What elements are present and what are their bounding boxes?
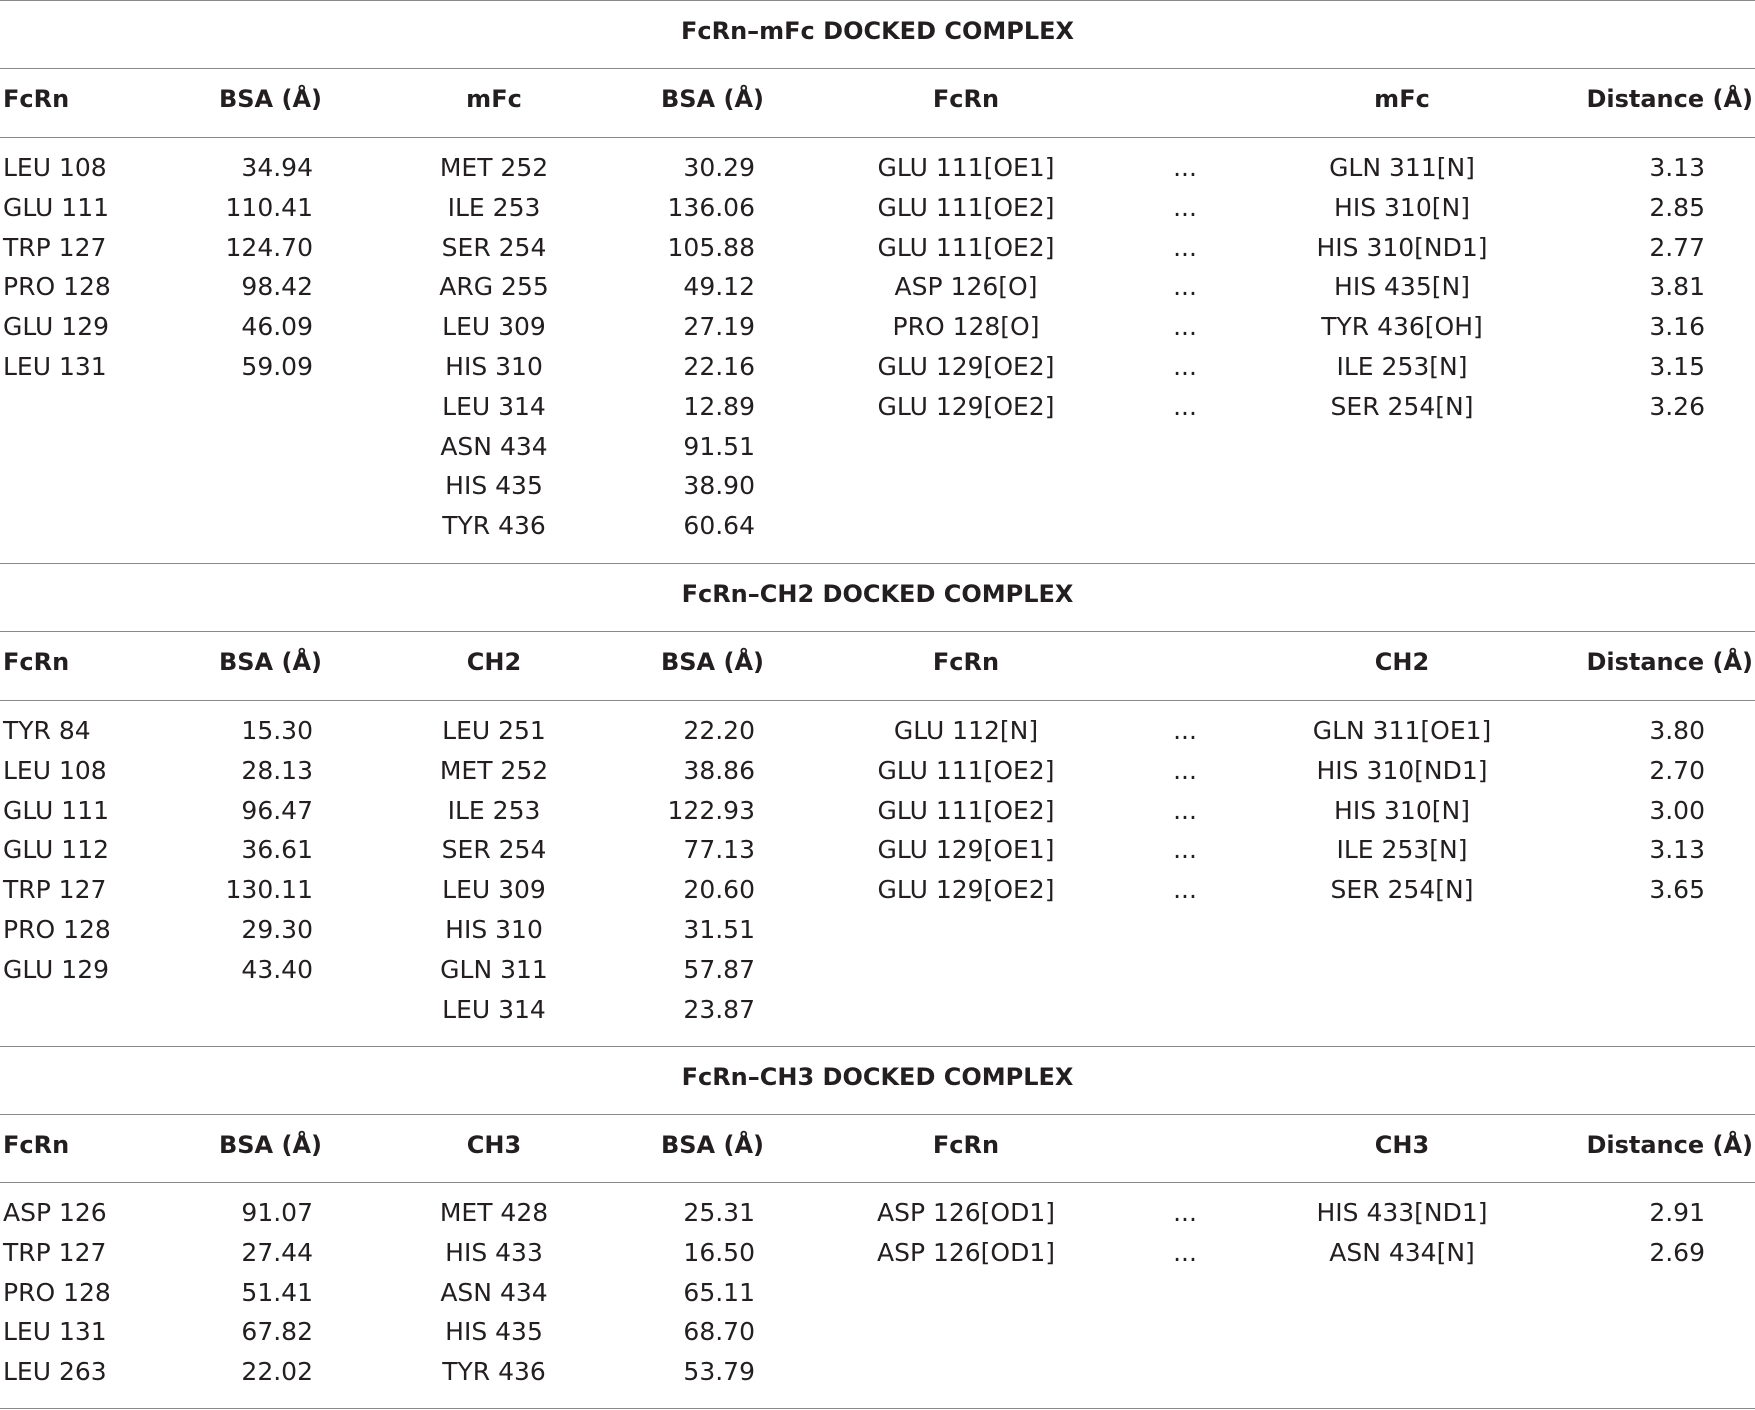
partner-bsa-cell: 16.50	[683, 1237, 755, 1267]
partner-residue-cell: ARG 255	[439, 272, 549, 302]
fcrn-bsa-cell: 51.41	[241, 1277, 313, 1307]
contact-ellipsis-cell: ...	[1173, 312, 1197, 342]
partner-bsa-cell: 65.11	[683, 1277, 755, 1307]
partner-residue-cell: HIS 433	[445, 1237, 543, 1267]
contact-partner-atom-cell: GLN 311[N]	[1329, 153, 1475, 182]
contact-distance-cell: 3.81	[1649, 272, 1705, 302]
column-header: BSA (Å)	[218, 85, 322, 113]
partner-bsa-cell: 30.29	[683, 153, 755, 182]
fcrn-residue-cell: LEU 263	[3, 1357, 107, 1387]
contact-ellipsis-cell: ...	[1173, 232, 1197, 262]
column-header: Distance (Å)	[1586, 648, 1753, 676]
column-header: FcRn	[3, 1131, 70, 1159]
fcrn-bsa-cell: 98.42	[241, 272, 313, 302]
fcrn-residue-cell: GLU 129	[3, 954, 110, 984]
fcrn-residue-cell: LEU 131	[3, 1317, 107, 1347]
contact-fcrn-atom-cell: GLU 129[OE2]	[877, 875, 1055, 905]
partner-bsa-cell: 20.60	[683, 875, 755, 905]
fcrn-bsa-cell: 130.11	[225, 875, 313, 905]
partner-bsa-cell: 31.51	[683, 915, 755, 944]
partner-residue-cell: TYR 436	[442, 511, 546, 541]
contact-ellipsis-cell: ...	[1173, 716, 1197, 745]
contact-partner-atom-cell: ILE 253[N]	[1336, 352, 1468, 381]
partner-bsa-cell: 22.20	[683, 716, 755, 745]
section-divider	[0, 0, 1755, 1]
fcrn-residue-cell: LEU 131	[3, 352, 107, 381]
fcrn-residue-cell: PRO 128	[3, 915, 111, 944]
partner-bsa-cell: 77.13	[683, 835, 755, 865]
partner-bsa-cell: 57.87	[683, 954, 755, 984]
fcrn-residue-cell: PRO 128	[3, 1277, 111, 1307]
partner-bsa-cell: 23.87	[683, 994, 755, 1024]
partner-residue-cell: LEU 309	[442, 312, 546, 342]
contact-partner-atom-cell: TYR 436[OH]	[1321, 312, 1483, 342]
section-title: FcRn–CH2 DOCKED COMPLEX	[681, 580, 1074, 608]
partner-bsa-cell: 105.88	[667, 232, 755, 262]
section-divider	[0, 1046, 1755, 1047]
contact-partner-atom-cell: HIS 433[ND1]	[1316, 1198, 1488, 1227]
column-header: CH2	[1374, 648, 1430, 676]
partner-bsa-cell: 38.86	[683, 755, 755, 785]
column-header: BSA (Å)	[660, 85, 764, 113]
fcrn-bsa-cell: 124.70	[225, 232, 313, 262]
fcrn-bsa-cell: 27.44	[241, 1237, 313, 1267]
fcrn-residue-cell: TRP 127	[3, 232, 107, 262]
column-header: BSA (Å)	[218, 648, 322, 676]
partner-bsa-cell: 53.79	[683, 1357, 755, 1387]
contact-fcrn-atom-cell: GLU 111[OE2]	[877, 795, 1055, 825]
contact-distance-cell: 2.77	[1649, 232, 1705, 262]
body-rule	[0, 1182, 1755, 1183]
contact-fcrn-atom-cell: GLU 129[OE1]	[877, 835, 1055, 865]
contact-fcrn-atom-cell: GLU 129[OE2]	[877, 391, 1055, 421]
contact-distance-cell: 3.65	[1649, 875, 1705, 905]
fcrn-bsa-cell: 110.41	[225, 192, 313, 222]
contact-ellipsis-cell: ...	[1173, 153, 1197, 182]
fcrn-bsa-cell: 36.61	[241, 835, 313, 865]
table-bottom-rule	[0, 1408, 1755, 1409]
contact-distance-cell: 3.80	[1649, 716, 1705, 745]
contact-fcrn-atom-cell: ASP 126[O]	[894, 272, 1038, 302]
column-header: FcRn	[932, 1131, 1000, 1159]
contact-ellipsis-cell: ...	[1173, 192, 1197, 222]
column-header: mFc	[1374, 85, 1430, 113]
fcrn-bsa-cell: 67.82	[241, 1317, 313, 1347]
fcrn-residue-cell: LEU 108	[3, 153, 107, 182]
contact-distance-cell: 2.69	[1649, 1237, 1705, 1267]
header-rule	[0, 1114, 1755, 1115]
contact-partner-atom-cell: ASN 434[N]	[1329, 1237, 1475, 1267]
column-header: FcRn	[3, 648, 70, 676]
partner-residue-cell: SER 254	[441, 232, 547, 262]
contact-distance-cell: 3.00	[1649, 795, 1705, 825]
partner-residue-cell: MET 252	[439, 755, 549, 785]
contact-distance-cell: 3.26	[1649, 391, 1705, 421]
contact-ellipsis-cell: ...	[1173, 755, 1197, 785]
contact-fcrn-atom-cell: GLU 112[N]	[893, 716, 1039, 745]
column-header: FcRn	[3, 85, 70, 113]
contact-fcrn-atom-cell: ASP 126[OD1]	[876, 1198, 1056, 1227]
column-header: CH3	[1374, 1131, 1430, 1159]
partner-bsa-cell: 60.64	[683, 511, 755, 541]
partner-residue-cell: HIS 310	[445, 915, 543, 944]
fcrn-bsa-cell: 43.40	[241, 954, 313, 984]
partner-residue-cell: SER 254	[441, 835, 547, 865]
partner-bsa-cell: 91.51	[683, 431, 755, 461]
contact-fcrn-atom-cell: GLU 111[OE2]	[877, 192, 1055, 222]
fcrn-residue-cell: TYR 84	[3, 716, 91, 745]
partner-bsa-cell: 12.89	[683, 391, 755, 421]
fcrn-residue-cell: TRP 127	[3, 875, 107, 905]
contact-ellipsis-cell: ...	[1173, 272, 1197, 302]
fcrn-bsa-cell: 22.02	[241, 1357, 313, 1387]
partner-bsa-cell: 49.12	[683, 272, 755, 302]
partner-residue-cell: GLN 311	[440, 954, 548, 984]
partner-residue-cell: ILE 253	[447, 192, 541, 222]
column-header: CH3	[466, 1131, 522, 1159]
fcrn-bsa-cell: 28.13	[241, 755, 313, 785]
partner-residue-cell: MET 428	[439, 1198, 549, 1227]
column-header: Distance (Å)	[1586, 85, 1753, 113]
fcrn-residue-cell: TRP 127	[3, 1237, 107, 1267]
fcrn-bsa-cell: 59.09	[241, 352, 313, 381]
column-header: FcRn	[932, 85, 1000, 113]
fcrn-bsa-cell: 46.09	[241, 312, 313, 342]
column-header: BSA (Å)	[660, 1131, 764, 1159]
fcrn-residue-cell: GLU 111	[3, 192, 110, 222]
partner-residue-cell: LEU 314	[442, 994, 546, 1024]
contact-partner-atom-cell: HIS 310[N]	[1334, 192, 1470, 222]
contact-partner-atom-cell: SER 254[N]	[1330, 391, 1474, 421]
contact-partner-atom-cell: HIS 435[N]	[1334, 272, 1470, 302]
fcrn-residue-cell: GLU 111	[3, 795, 110, 825]
fcrn-residue-cell: GLU 129	[3, 312, 110, 342]
partner-residue-cell: ASN 434	[440, 1277, 548, 1307]
header-rule	[0, 68, 1755, 69]
column-header: BSA (Å)	[218, 1131, 322, 1159]
fcrn-bsa-cell: 34.94	[241, 153, 313, 182]
column-header: mFc	[466, 85, 522, 113]
contact-distance-cell: 3.13	[1649, 835, 1705, 865]
partner-bsa-cell: 25.31	[683, 1198, 755, 1227]
partner-residue-cell: ILE 253	[447, 795, 541, 825]
contact-fcrn-atom-cell: GLU 111[OE1]	[877, 153, 1055, 182]
contact-fcrn-atom-cell: PRO 128[O]	[892, 312, 1040, 342]
contact-fcrn-atom-cell: GLU 111[OE2]	[877, 232, 1055, 262]
partner-bsa-cell: 27.19	[683, 312, 755, 342]
section-divider	[0, 563, 1755, 564]
contact-partner-atom-cell: ILE 253[N]	[1336, 835, 1468, 865]
contact-partner-atom-cell: GLN 311[OE1]	[1312, 716, 1492, 745]
contact-ellipsis-cell: ...	[1173, 391, 1197, 421]
contact-fcrn-atom-cell: GLU 129[OE2]	[877, 352, 1055, 381]
contact-fcrn-atom-cell: ASP 126[OD1]	[876, 1237, 1056, 1267]
contact-ellipsis-cell: ...	[1173, 1237, 1197, 1267]
body-rule	[0, 700, 1755, 701]
contact-distance-cell: 3.13	[1649, 153, 1705, 182]
contact-partner-atom-cell: HIS 310[ND1]	[1316, 232, 1488, 262]
body-rule	[0, 137, 1755, 138]
partner-residue-cell: HIS 435	[445, 1317, 543, 1347]
contact-distance-cell: 3.16	[1649, 312, 1705, 342]
partner-residue-cell: LEU 309	[442, 875, 546, 905]
partner-residue-cell: HIS 435	[445, 471, 543, 501]
column-header: CH2	[466, 648, 522, 676]
column-header: BSA (Å)	[660, 648, 764, 676]
partner-bsa-cell: 136.06	[667, 192, 755, 222]
partner-bsa-cell: 68.70	[683, 1317, 755, 1347]
fcrn-residue-cell: PRO 128	[3, 272, 111, 302]
partner-residue-cell: LEU 314	[442, 391, 546, 421]
contact-distance-cell: 2.91	[1649, 1198, 1705, 1227]
header-rule	[0, 631, 1755, 632]
contact-ellipsis-cell: ...	[1173, 795, 1197, 825]
partner-bsa-cell: 38.90	[683, 471, 755, 501]
fcrn-bsa-cell: 15.30	[241, 716, 313, 745]
partner-residue-cell: LEU 251	[442, 716, 546, 745]
partner-residue-cell: TYR 436	[442, 1357, 546, 1387]
contact-distance-cell: 2.70	[1649, 755, 1705, 785]
column-header: Distance (Å)	[1586, 1131, 1753, 1159]
contact-distance-cell: 3.15	[1649, 352, 1705, 381]
fcrn-residue-cell: GLU 112	[3, 835, 110, 865]
fcrn-bsa-cell: 96.47	[241, 795, 313, 825]
contact-ellipsis-cell: ...	[1173, 875, 1197, 905]
section-title: FcRn–CH3 DOCKED COMPLEX	[681, 1063, 1074, 1091]
contact-partner-atom-cell: HIS 310[ND1]	[1316, 755, 1488, 785]
contact-ellipsis-cell: ...	[1173, 835, 1197, 865]
contact-partner-atom-cell: HIS 310[N]	[1334, 795, 1470, 825]
partner-residue-cell: MET 252	[439, 153, 549, 182]
contact-distance-cell: 2.85	[1649, 192, 1705, 222]
contact-fcrn-atom-cell: GLU 111[OE2]	[877, 755, 1055, 785]
fcrn-bsa-cell: 91.07	[241, 1198, 313, 1227]
contact-ellipsis-cell: ...	[1173, 352, 1197, 381]
partner-residue-cell: ASN 434	[440, 431, 548, 461]
partner-bsa-cell: 122.93	[667, 795, 755, 825]
contact-partner-atom-cell: SER 254[N]	[1330, 875, 1474, 905]
fcrn-residue-cell: LEU 108	[3, 755, 107, 785]
section-title: FcRn–mFc DOCKED COMPLEX	[680, 17, 1075, 45]
column-header: FcRn	[932, 648, 1000, 676]
partner-bsa-cell: 22.16	[683, 352, 755, 381]
partner-residue-cell: HIS 310	[445, 352, 543, 381]
fcrn-bsa-cell: 29.30	[241, 915, 313, 944]
fcrn-residue-cell: ASP 126	[3, 1198, 107, 1227]
contact-ellipsis-cell: ...	[1173, 1198, 1197, 1227]
